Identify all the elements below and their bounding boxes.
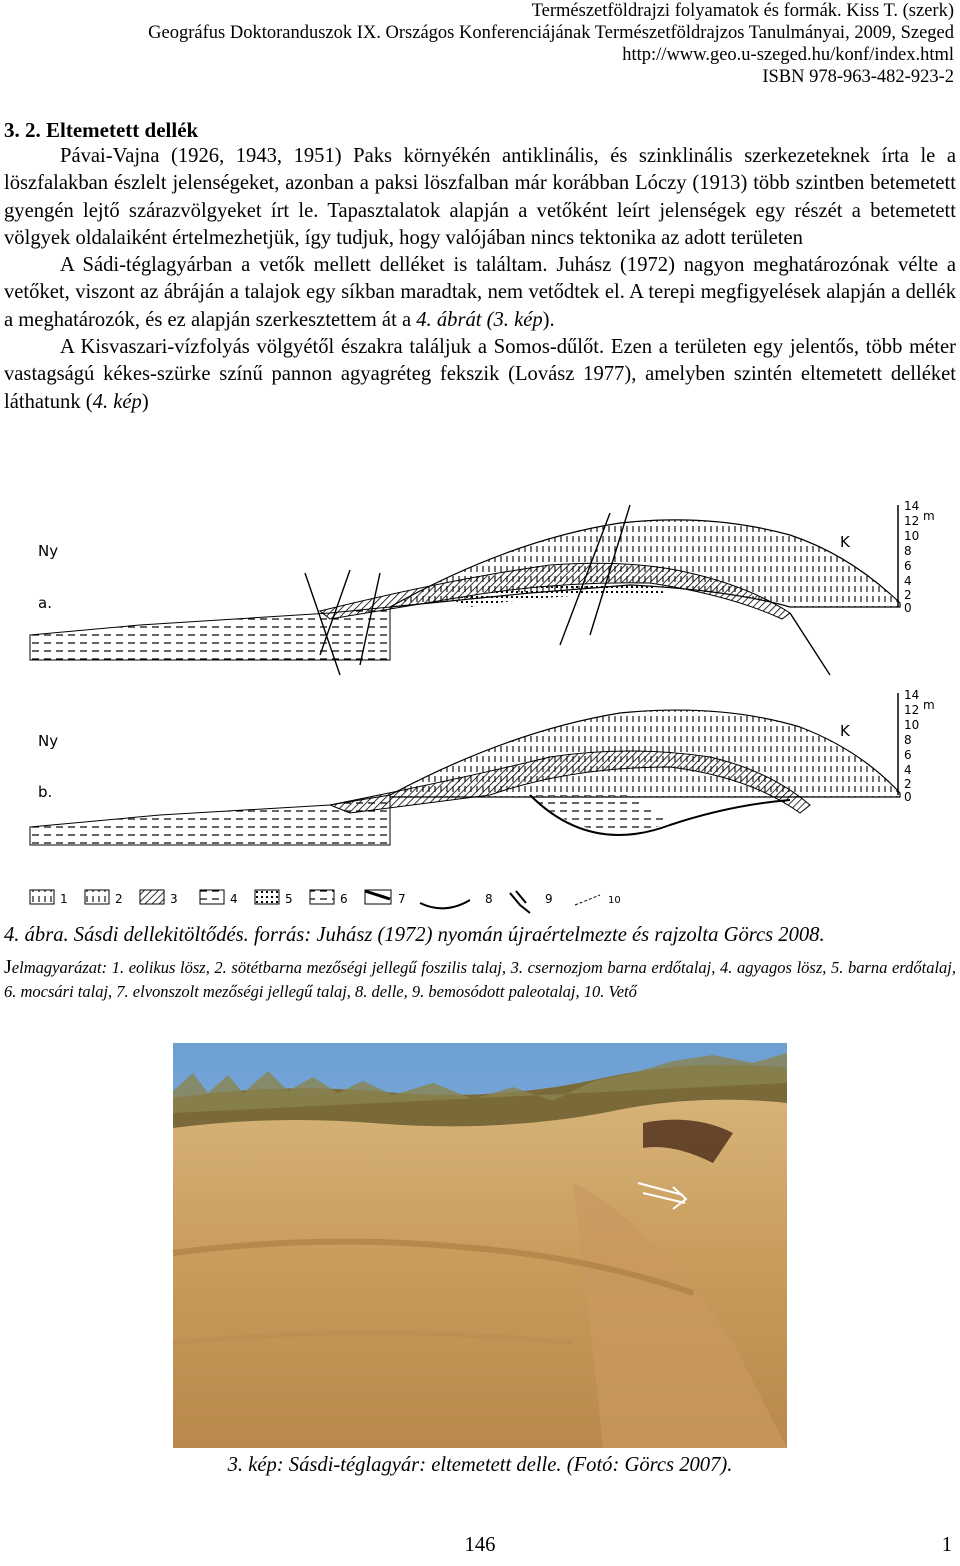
scale-a-2: 2 <box>904 588 912 602</box>
section-title: 3. 2. Eltemetett dellék <box>4 118 199 142</box>
scale-a-12: 12 <box>904 514 920 528</box>
header-isbn: ISBN 978-963-482-923-2 <box>762 67 954 87</box>
photo-4-reference: 4. kép <box>92 390 142 413</box>
legend-7: 7 <box>398 892 406 906</box>
legend-6: 6 <box>340 892 348 906</box>
scale-b-0: 0 <box>904 790 912 804</box>
scale-b-14: 14 <box>904 688 920 702</box>
legend-5: 5 <box>285 892 293 906</box>
scale-a-14: 14 <box>904 499 920 513</box>
paragraph-2 <box>4 252 956 334</box>
legend-1: 1 <box>60 892 68 906</box>
scale-b-8: 8 <box>904 733 912 747</box>
figure-legend-text <box>4 955 956 1004</box>
cross-section-figure <box>30 495 935 920</box>
photo-image <box>173 1043 787 1448</box>
scale-b-unit: m <box>923 698 935 712</box>
panel-b-west-label: Ny <box>38 732 59 750</box>
photo-reference: (3. kép <box>486 308 543 331</box>
panel-b-letter: b. <box>38 783 53 801</box>
scale-b-6: 6 <box>904 748 912 762</box>
scale-a-10: 10 <box>904 529 920 543</box>
field-photo <box>173 1043 787 1448</box>
figure-reference: 4. ábrát <box>416 308 482 331</box>
paragraph-3-end: ) <box>141 390 149 413</box>
scale-a-8: 8 <box>904 544 912 558</box>
legend-3: 3 <box>170 892 178 906</box>
scale-b-2: 2 <box>904 777 912 791</box>
cross-section-diagram <box>30 495 935 920</box>
paragraph-3 <box>4 334 956 416</box>
figure-legend <box>30 890 621 913</box>
scale-b-10: 10 <box>904 718 920 732</box>
body-text <box>4 143 956 416</box>
paragraph-2-text: A Sádi-téglagyárban a vetők mellett delléket is találtam. Juhász (1972) nagyon meghatározónak vélte a vetőket, viszont az ábráján a talajok egy síkban maradtak, nem vetődtek el. A terepi megfigyelések alapján a dellék a meghatározók, és ez alapján szerkesztettem át a <box>4 254 956 331</box>
legend-10: 10 <box>608 895 621 906</box>
paragraph-3-text: A Kisvaszari-vízfolyás völgyétől északra találjuk a Somos-dűlőt. Ezen a területen egy jelentős, több méter vastagságú kékes-szürke színű pannon agyagréteg fekszik (Lovász 1977), amelyben szintén eltemetett delléket láthatunk ( <box>4 336 956 413</box>
scale-a-unit: m <box>923 509 935 523</box>
header-line-1: Természetföldrajzi folyamatok és formák. Kiss T. (szerk) <box>531 1 954 21</box>
legend-4: 4 <box>230 892 238 906</box>
panel-a-east-label: K <box>840 533 850 551</box>
paragraph-1: Pávai-Vajna (1926, 1943, 1951) Paks környékén antiklinális, és szinklinális szerkezeteknek írta le a löszfalakban észlelt jelenségeket, azonban a paksi löszfalban már korábban Lóczy (1913) több szintben betemetett gyengén lejtő szárazvölgyeket írt le. Tapasztalatok alapján a vetőként leírt jelenségek egy részét a betemetett völgyek oldalaiként értelmezhetjük, így tudjuk, hogy valójában nincs tektonika az adott területen <box>4 145 956 249</box>
scale-a-0: 0 <box>904 601 912 615</box>
scale-b-12: 12 <box>904 703 920 717</box>
panel-b-east-label: K <box>840 722 850 740</box>
legend-8: 8 <box>485 892 493 906</box>
scale-b-4: 4 <box>904 763 912 777</box>
page-number: 146 <box>464 1534 496 1556</box>
panel-b-loess-base <box>30 795 390 845</box>
legend-9: 9 <box>545 892 553 906</box>
figure-caption: 4. ábra. Sásdi dellekitöltődés. forrás: Juhász (1972) nyomán újraértelmezte és rajzolta Görcs 2008. <box>4 924 825 946</box>
scale-a-4: 4 <box>904 574 912 588</box>
photo-caption: 3. kép: Sásdi-téglagyár: eltemetett delle. (Fotó: Görcs 2007). <box>227 1454 733 1476</box>
scale-a-6: 6 <box>904 559 912 573</box>
header-url[interactable]: http://www.geo.u-szeged.hu/konf/index.html <box>622 45 954 65</box>
panel-a-letter: a. <box>38 594 52 612</box>
legend-body: elmagyarázat: 1. eolikus lösz, 2. sötétbarna mezőségi jellegű foszilis talaj, 3. csernozjom barna erdőtalaj, 4. agyagos lösz, 5. barna erdőtalaj, 6. mocsári talaj, 7. elvonszolt mezőségi jellegű talaj, 8. delle, 9. bemosódott paleotalaj, 10. Vető <box>4 958 956 1001</box>
header-line-2: Geográfus Doktoranduszok IX. Országos Konferenciájának Természetföldrajzos Tanulmányai, 2009, Szeged <box>148 23 954 43</box>
legend-lead-letter: J <box>4 956 12 978</box>
journal-header <box>148 0 954 88</box>
page-number-right: 1 <box>941 1534 952 1556</box>
panel-a-west-label: Ny <box>38 542 59 560</box>
legend-2: 2 <box>115 892 123 906</box>
paragraph-2-end: ). <box>542 308 555 331</box>
